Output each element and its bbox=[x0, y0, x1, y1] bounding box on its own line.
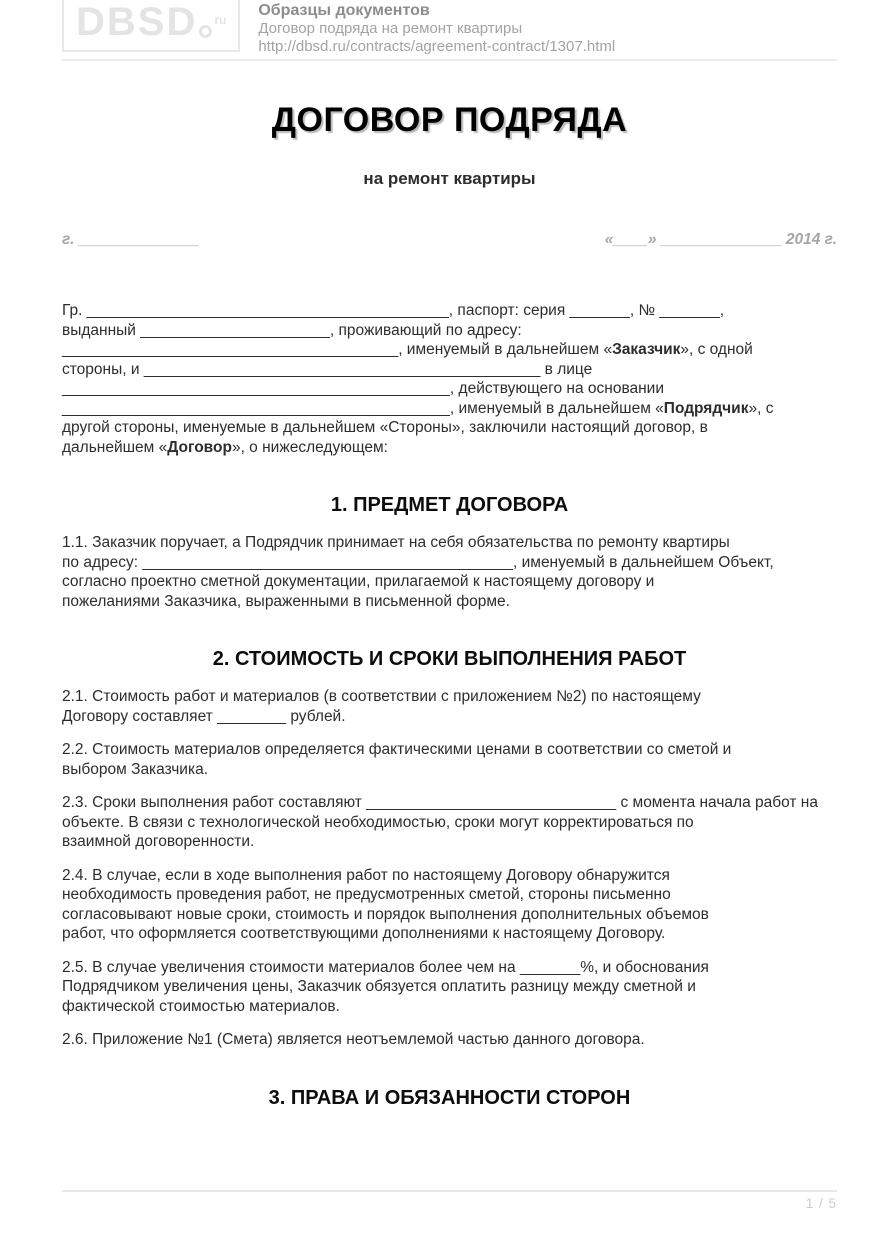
footer-divider bbox=[62, 1190, 837, 1192]
logo-text: DBSD bbox=[76, 0, 198, 44]
clause-2-3: 2.3. Сроки выполнения работ составляют _____________________________ с момента начала работ на объекте. В связи с технологической необходимостью, сроки могут корректироваться по взаимной договоренности. bbox=[62, 794, 818, 850]
contract-body bbox=[0, 101, 885, 1110]
section-1-heading: 1. ПРЕДМЕТ ДОГОВОРА bbox=[330, 494, 569, 516]
dbsd-logo bbox=[62, 0, 240, 52]
header-meta bbox=[240, 0, 615, 55]
clause-2-2: 2.2. Стоимость материалов определяется фактическими ценами в соответствии со сметой и выбором Заказчика. bbox=[62, 741, 732, 778]
section-2-heading: 2. СТОИМОСТЬ И СРОКИ ВЫПОЛНЕНИЯ РАБОТ bbox=[212, 648, 687, 670]
contract-subtitle: на ремонт квартиры bbox=[363, 169, 536, 188]
page-number: 1 / 5 bbox=[805, 1196, 837, 1211]
date-blank: «____» ______________ 2014 г. bbox=[604, 231, 837, 248]
site-title: Образцы документов bbox=[258, 2, 430, 19]
logo-ru-suffix: ru bbox=[214, 13, 227, 27]
city-blank: г. ______________ bbox=[62, 231, 200, 248]
clause-2-4: 2.4. В случае, если в ходе выполнения работ по настоящему Договору обнаружится необходимость проведения работ, не предусмотренных сметой, стороны письменно согласовывают новые сроки, стоимость и порядок выполнения дополнительных объемов работ, что оформляется соответствующими дополнениями к настоящему Договору. bbox=[62, 866, 709, 942]
header-document-name: Договор подряда на ремонт квартиры bbox=[258, 20, 523, 37]
header-divider bbox=[62, 59, 837, 61]
clause-1-1: 1.1. Заказчик поручает, а Подрядчик принимает на себя обязательства по ремонту квартиры по адресу: ___________________________________________, именуемый в дальнейшем Объект, согласно проектно сметной документации, прилагаемой к настоящему договору и пожеланиями Заказчика, выраженными в письменной форме. bbox=[62, 534, 774, 610]
site-header bbox=[0, 0, 885, 55]
date-row bbox=[62, 231, 837, 249]
clause-2-1: 2.1. Стоимость работ и материалов (в соответствии с приложением №2) по настоящему Договору составляет ________ рублей. bbox=[62, 688, 701, 725]
document-url: http://dbsd.ru/contracts/agreement-contract/1307.html bbox=[258, 38, 616, 55]
clause-2-6: 2.6. Приложение №1 (Смета) является неотъемлемой частью данного договора. bbox=[62, 1031, 645, 1048]
parties-paragraph: Гр. __________________________________________, паспорт: серия _______, № _______, выданный ______________________, проживающий по адресу: _______________________________________, именуемый в дальнейшем «Заказчик», с одной стороны, и ______________________________________________ в лице _____________________________________________, действующего на основании _____________________________________________, именуемый в дальнейшем «Подрядчик», с другой стороны, именуемые в дальнейшем «Стороны», заключили настоящий договор, в дальнейшем «Договор», о нижеследующем: bbox=[62, 302, 774, 456]
logo-dot-icon bbox=[199, 25, 212, 38]
contract-title: ДОГОВОР ПОДРЯДА bbox=[271, 101, 628, 139]
clause-2-5: 2.5. В случае увеличения стоимости материалов более чем на _______%, и обоснования Подрядчиком увеличения цены, Заказчик обязуется оплатить разницу между сметной и фактической стоимостью материалов. bbox=[62, 958, 709, 1015]
section-3-heading: 3. ПРАВА И ОБЯЗАННОСТИ СТОРОН bbox=[268, 1086, 631, 1109]
page-footer bbox=[62, 1190, 837, 1211]
